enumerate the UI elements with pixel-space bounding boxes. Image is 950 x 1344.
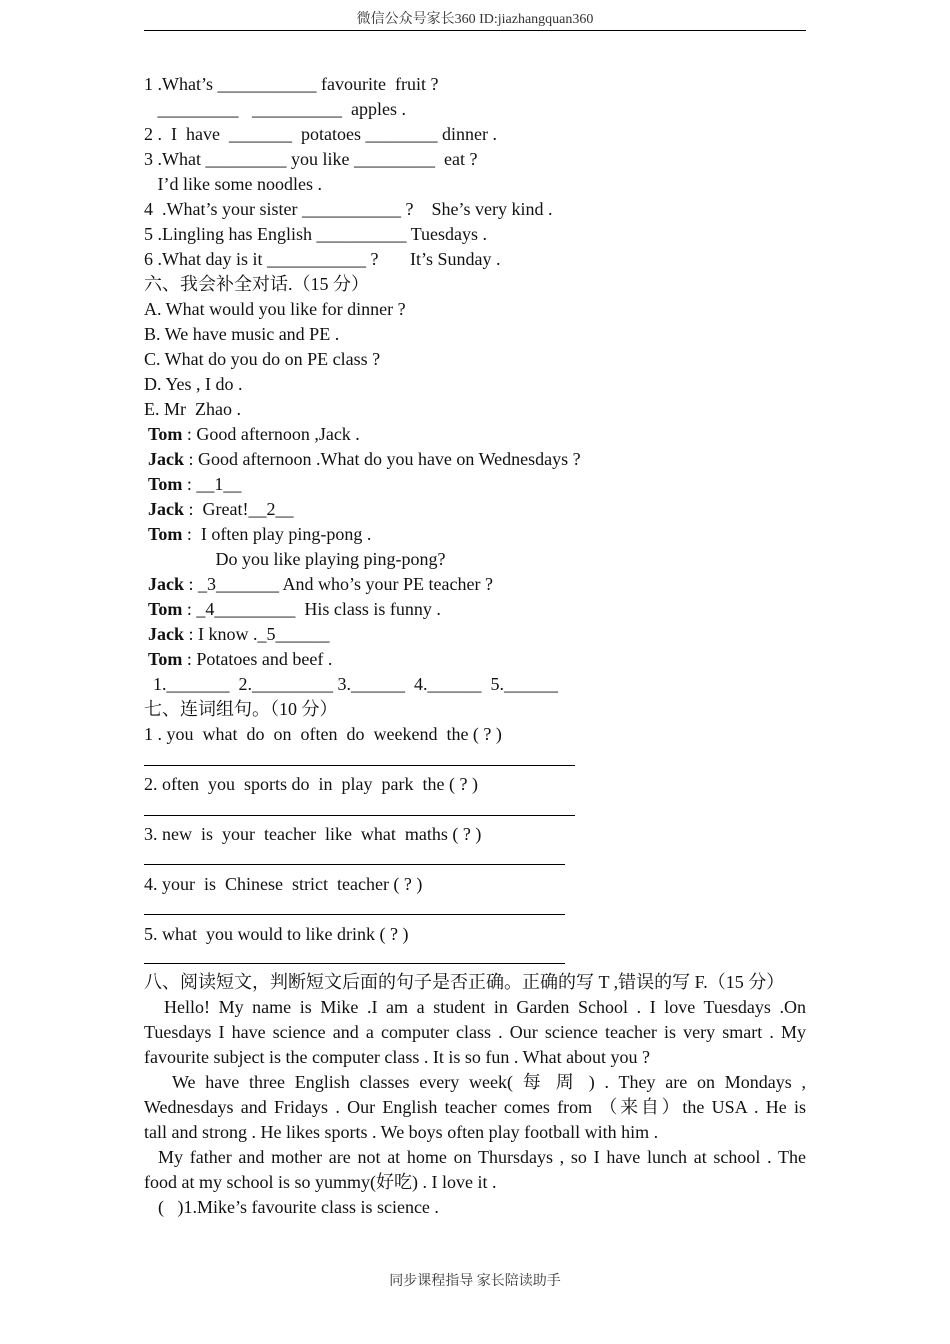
fill-in-line-6: 4 .What’s your sister ___________ ? She’s very kind . bbox=[144, 199, 553, 219]
dialogue-text: : I know ._5______ bbox=[184, 624, 330, 644]
passage-line: We have three English classes every week( 每 周 ) . They are on Mondays , bbox=[172, 1072, 806, 1092]
fill-in-line-2: _________ __________ apples . bbox=[144, 99, 406, 119]
fill-in-line-4: 3 .What _________ you like _________ eat ? bbox=[144, 149, 478, 169]
answer-line bbox=[144, 914, 565, 915]
passage-line: favourite subject is the computer class . It is so fun . What about you ? bbox=[144, 1047, 651, 1067]
sentence-item-2: 2. often you sports do in play park the ( ? ) bbox=[144, 774, 478, 794]
dialogue-line bbox=[148, 622, 330, 646]
option-e: E. Mr Zhao . bbox=[144, 399, 241, 419]
fill-in-line-5: I’d like some noodles . bbox=[144, 174, 322, 194]
dialogue-line bbox=[148, 547, 445, 571]
answer-blanks: 1._______ 2._________ 3.______ 4.______ 5.______ bbox=[144, 674, 558, 694]
speaker-name: Tom bbox=[148, 424, 183, 444]
speaker-name: Tom bbox=[148, 524, 183, 544]
answer-line bbox=[144, 864, 565, 865]
dialogue-text: : Great!__2__ bbox=[184, 499, 294, 519]
dialogue-text: : Good afternoon .What do you have on Wednesdays ? bbox=[184, 449, 581, 469]
passage-line: tall and strong . He likes sports . We boys often play football with him . bbox=[144, 1122, 659, 1142]
fill-in-line-1: 1 .What’s ___________ favourite fruit ? bbox=[144, 74, 439, 94]
dialogue-text: : I often play ping-pong . bbox=[182, 524, 372, 544]
dialogue-line bbox=[148, 497, 293, 521]
dialogue-line bbox=[148, 422, 360, 446]
speaker-name: Jack bbox=[148, 574, 184, 594]
dialogue-line bbox=[148, 447, 581, 471]
passage-line: Wednesdays and Fridays . Our English teacher comes from （来自）the USA . He is bbox=[144, 1097, 806, 1117]
dialogue-text: : __1__ bbox=[182, 474, 242, 494]
answer-line bbox=[144, 765, 575, 766]
passage-line: My father and mother are not at home on Thursdays , so I have lunch at school . The bbox=[158, 1147, 806, 1167]
option-d: D. Yes , I do . bbox=[144, 374, 243, 394]
judge-question-1: ( )1.Mike’s favourite class is science . bbox=[158, 1197, 439, 1217]
fill-in-line-7: 5 .Lingling has English __________ Tuesdays . bbox=[144, 224, 488, 244]
speaker-name: Tom bbox=[148, 474, 183, 494]
dialogue-line bbox=[148, 572, 493, 596]
dialogue-line bbox=[148, 597, 441, 621]
dialogue-line bbox=[148, 647, 332, 671]
answer-line bbox=[144, 815, 575, 816]
dialogue-text: Do you like playing ping-pong? bbox=[148, 549, 446, 569]
section7-title: 七、连词组句。（10 分） bbox=[144, 699, 338, 719]
passage-line: Tuesdays I have science and a computer class . Our science teacher is very smart . My bbox=[144, 1022, 806, 1042]
sentence-item-3: 3. new is your teacher like what maths ( ? ) bbox=[144, 824, 482, 844]
speaker-name: Jack bbox=[148, 499, 184, 519]
dialogue-line bbox=[148, 472, 241, 496]
page-footer: 同步课程指导 家长陪读助手 bbox=[389, 1274, 561, 1289]
page-header: 微信公众号家长360 ID:jiazhangquan360 bbox=[144, 10, 806, 31]
speaker-name: Tom bbox=[148, 599, 183, 619]
option-b: B. We have music and PE . bbox=[144, 324, 340, 344]
fill-in-line-8: 6 .What day is it ___________ ? It’s Sunday . bbox=[144, 249, 501, 269]
sentence-item-1: 1 . you what do on often do weekend the ( ? ) bbox=[144, 724, 502, 744]
section8-title: 八、阅读短文，判断短文后面的句子是否正确。正确的写 T ,错误的写 F.（15 分） bbox=[144, 972, 785, 992]
option-a: A. What would you like for dinner ? bbox=[144, 299, 406, 319]
speaker-name: Tom bbox=[148, 649, 183, 669]
dialogue-text: : _3_______ And who’s your PE teacher ? bbox=[184, 574, 493, 594]
speaker-name: Jack bbox=[148, 449, 184, 469]
answer-line bbox=[144, 963, 565, 964]
dialogue-text: : Good afternoon ,Jack . bbox=[182, 424, 360, 444]
sentence-item-4: 4. your is Chinese strict teacher ( ? ) bbox=[144, 874, 423, 894]
passage-line: Hello! My name is Mike .I am a student in Garden School . I love Tuesdays .On bbox=[164, 997, 806, 1017]
dialogue-line bbox=[148, 522, 371, 546]
dialogue-text: : _4_________ His class is funny . bbox=[182, 599, 441, 619]
option-c: C. What do you do on PE class ? bbox=[144, 349, 381, 369]
fill-in-line-3: 2 . I have _______ potatoes ________ dinner . bbox=[144, 124, 497, 144]
dialogue-text: : Potatoes and beef . bbox=[182, 649, 333, 669]
section6-title: 六、我会补全对话.（15 分） bbox=[144, 274, 369, 294]
speaker-name: Jack bbox=[148, 624, 184, 644]
sentence-item-5: 5. what you would to like drink ( ? ) bbox=[144, 924, 409, 944]
passage-line: food at my school is so yummy(好吃) . I love it . bbox=[144, 1172, 497, 1192]
